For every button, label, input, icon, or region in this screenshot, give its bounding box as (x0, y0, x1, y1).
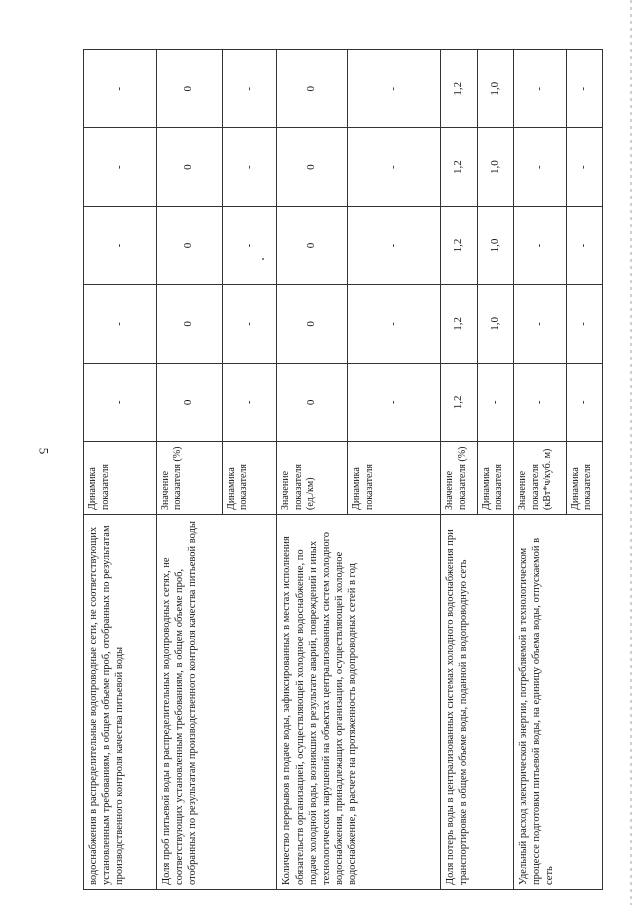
indicator-value: 0 (277, 206, 348, 284)
indicator-value: 0 (156, 206, 222, 284)
indicator-value: 1,2 (441, 363, 477, 441)
indicator-value: 0 (156, 285, 222, 363)
table-row (277, 50, 348, 890)
indicator-value: - (566, 206, 603, 284)
indicator-value: - (566, 285, 603, 363)
indicator-value: 0 (277, 363, 348, 441)
indicator-value: - (222, 50, 277, 128)
indicator-value: - (84, 285, 157, 363)
indicator-value: 1,0 (477, 285, 513, 363)
indicator-unit: Значение показателя (%) (156, 442, 222, 515)
indicator-value: 0 (277, 50, 348, 128)
indicator-value: - (222, 363, 277, 441)
indicator-value: 0 (156, 363, 222, 441)
table-row (441, 50, 477, 890)
indicator-value: 0 (156, 128, 222, 206)
indicator-name: водоснабжения в распределительные водопроводные сети, не соответствующих установленным требованиям, в общем объеме проб, отобранных по результатам производственного контроля качества питьевой воды (84, 515, 157, 890)
indicator-value: - (566, 128, 603, 206)
indicator-value: - (84, 363, 157, 441)
indicator-unit: Динамика показателя (477, 442, 513, 515)
indicator-value: 1,2 (441, 285, 477, 363)
indicators-table-body (84, 50, 603, 890)
indicator-value: 1,2 (441, 50, 477, 128)
table-row (84, 50, 157, 890)
indicator-value: 0 (277, 128, 348, 206)
indicator-value: 1,0 (477, 128, 513, 206)
indicator-value: - (222, 128, 277, 206)
indicator-value: - (348, 363, 441, 441)
indicator-value: 1,0 (477, 50, 513, 128)
indicator-value: - (348, 50, 441, 128)
indicator-value: 0 (277, 285, 348, 363)
indicator-value: - (514, 128, 566, 206)
table-row (514, 50, 566, 890)
indicator-unit: Динамика показателя (84, 442, 157, 515)
indicator-value: - (222, 285, 277, 363)
indicator-value: - (348, 206, 441, 284)
indicator-value: - (514, 50, 566, 128)
indicator-value: - (348, 285, 441, 363)
indicator-value: 1,0 (477, 206, 513, 284)
indicator-unit: Значение показателя (%) (441, 442, 477, 515)
indicator-value: - (566, 50, 603, 128)
indicator-name: Количество перерывов в подаче воды, зафиксированных в местах исполнения обязательств организацией, осуществляющей холодное водоснабжение, по подаче холодной воды, возникших в результате аварий, повреждений и иных технологических нарушений на объектах централизованных систем холодного водоснабжения, принадлежащих организации, осуществляющей холодное водоснабжение, в расчете на протяженность водопроводных сетей в год (277, 515, 441, 890)
indicator-value: - (514, 363, 566, 441)
indicator-value: 1,2 (441, 206, 477, 284)
indicator-value: 0 (156, 50, 222, 128)
indicator-value: - (222, 206, 277, 284)
indicator-value: - (566, 363, 603, 441)
indicator-name: Доля проб питьевой воды в распределительных водопроводных сетях, не соответствующих установленным требованиям, в общем объеме проб, отобранных по результатам производственного контроля качества питьевой воды (156, 515, 277, 890)
indicator-value: - (84, 50, 157, 128)
indicator-unit: Значение показателя (кВт*ч/куб. м) (514, 442, 566, 515)
indicators-table (83, 49, 603, 890)
indicator-value: - (477, 363, 513, 441)
page-number: 5 (36, 447, 52, 455)
indicator-value: - (348, 128, 441, 206)
indicator-value: 1,2 (441, 128, 477, 206)
scan-edge-artifact (630, 0, 632, 905)
table-row (156, 50, 222, 890)
indicator-unit: Динамика показателя (222, 442, 277, 515)
indicator-value: - (514, 206, 566, 284)
indicator-unit: Значение показателя (ед./км) (277, 442, 348, 515)
indicator-value: - (514, 285, 566, 363)
rotated-table-sheet (83, 50, 603, 890)
indicator-value: - (84, 128, 157, 206)
indicator-unit: Динамика показателя (348, 442, 441, 515)
indicator-name: Удельный расход электрической энергии, потребляемой в технологическом процессе подготовки питьевой воды, на единицу объема воды, отпускаемой в сеть (514, 515, 603, 890)
indicator-unit: Динамика показателя (566, 442, 603, 515)
indicator-value: - (84, 206, 157, 284)
indicator-name: Доля потерь воды в централизованных системах холодного водоснабжения при транспортировке в общем объеме воды, поданной в водопроводную сеть (441, 515, 514, 890)
